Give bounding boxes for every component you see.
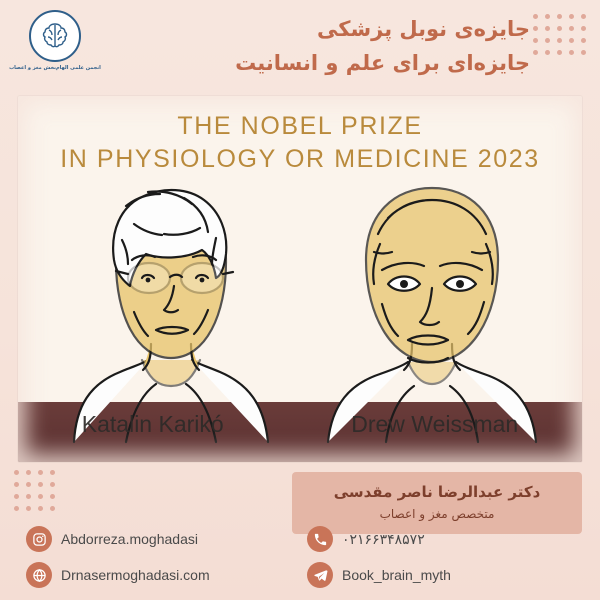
contact-telegram-text: Book_brain_myth	[342, 567, 451, 583]
dot-grid-decoration-top-right	[533, 14, 586, 55]
contact-instagram[interactable]	[26, 526, 293, 552]
laureate-names	[18, 411, 582, 438]
contact-website[interactable]	[26, 562, 293, 588]
nobel-headline-line2: IN PHYSIOLOGY OR MEDICINE 2023	[60, 144, 540, 173]
portrait-drew-weissman	[312, 148, 552, 444]
laureate-name-1: Katalin Karikó	[81, 411, 224, 437]
nobel-headline	[18, 110, 582, 175]
globe-icon	[26, 562, 52, 588]
contact-phone-text: ۰۲۱۶۶۳۴۸۵۷۲	[342, 530, 425, 547]
instagram-icon	[26, 526, 52, 552]
contact-website-text: Drnasermoghadasi.com	[61, 567, 210, 583]
contact-telegram[interactable]	[307, 562, 574, 588]
header-title-line1: جایزه‌ی نوبل پزشکی	[317, 17, 530, 41]
header-title-line2: جایزه‌ای برای علم و انسانیت	[235, 50, 530, 75]
dot-grid-decoration-left	[14, 470, 55, 511]
contact-phone[interactable]	[307, 526, 574, 552]
logo-caption: انجمن علمی الهام‌بخش مغز و اعصاب	[9, 65, 101, 71]
contact-instagram-text: Abdorreza.moghadasi	[61, 531, 198, 547]
doctor-name: دکتر عبدالرضا ناصر مقدسی	[333, 482, 541, 501]
laureate-name-2: Drew Weissman	[351, 411, 519, 437]
doctor-specialty: متخصص مغز و اعصاب	[379, 506, 495, 521]
phone-icon	[307, 526, 333, 552]
nobel-headline-line1: THE NOBEL PRIZE	[177, 112, 423, 140]
telegram-icon	[307, 562, 333, 588]
brand-logo	[9, 10, 101, 88]
brain-icon	[29, 10, 81, 62]
contact-bar	[0, 522, 600, 592]
nobel-artwork-card	[18, 96, 582, 462]
portrait-katalin-kariko	[56, 154, 286, 444]
header-titles	[110, 14, 530, 79]
